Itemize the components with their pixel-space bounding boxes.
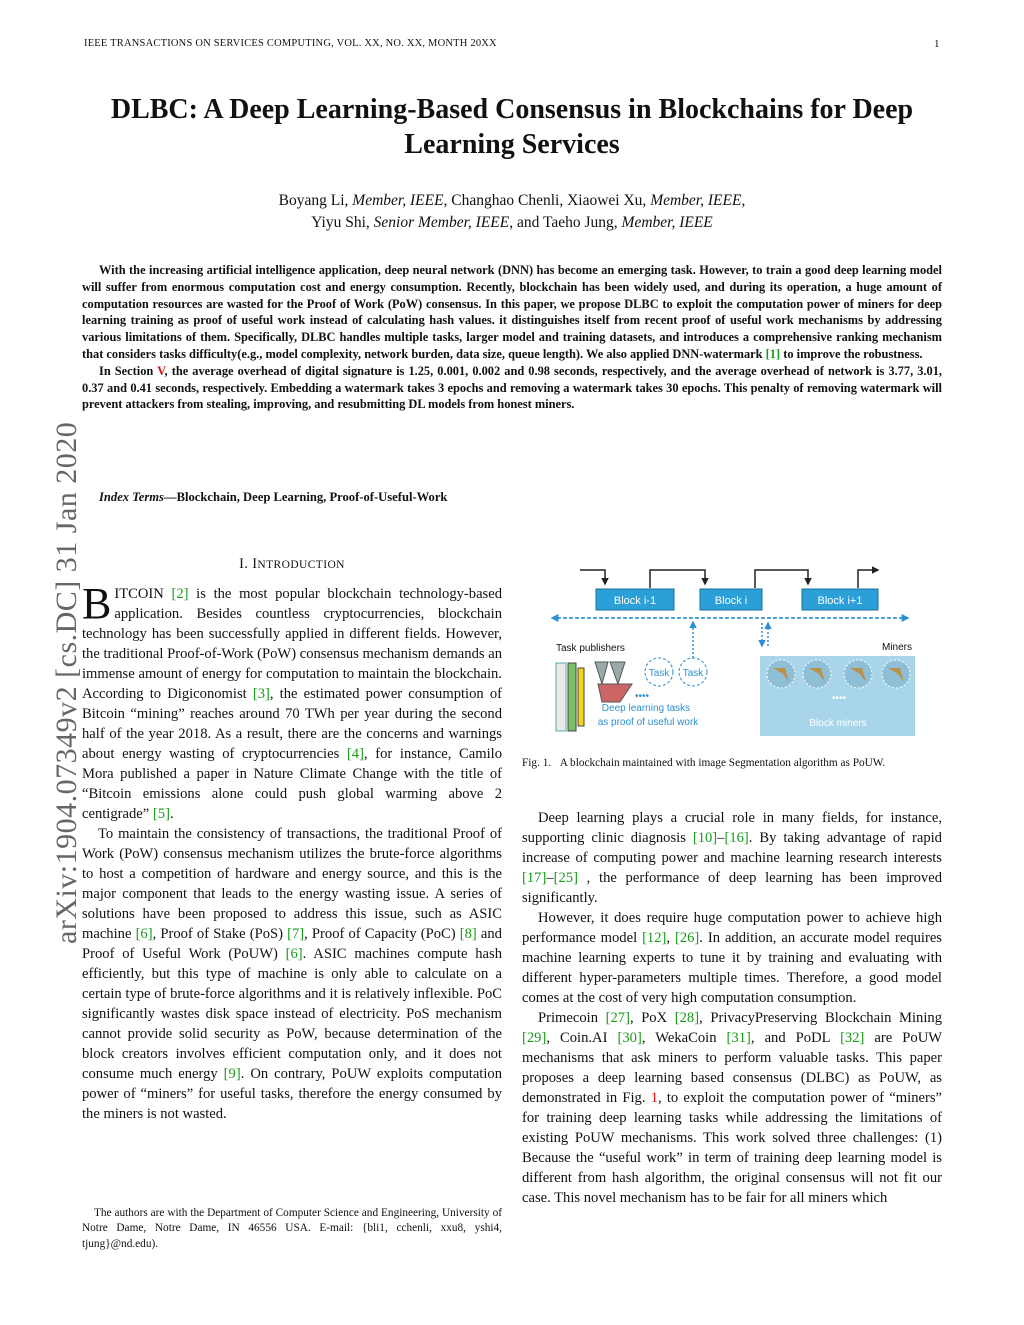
author-line-1 [60, 190, 964, 212]
figure-link[interactable]: 1 [650, 1090, 658, 1106]
paragraph-text: , the performance of deep learning has been improved significantly. [522, 870, 942, 906]
section-heading [82, 556, 502, 573]
miners-dots: •••• [832, 693, 847, 704]
caption-label: Fig. 1. [522, 757, 552, 769]
paragraph-text [522, 810, 942, 906]
paragraph-text [522, 910, 942, 1006]
paragraph-text: are PoUW mechanisms that ask miners to perform valuable tasks. This paper proposes a deep learning based consensus (DLBC) as PoUW, as demonstrated in Fig. [522, 1030, 943, 1106]
citation-link[interactable]: [29] [522, 1030, 547, 1046]
abstract-text: , the average overhead of digital signature is 1.25, 0.001, 0.002 and 0.98 seconds, respectively, and the average overhead of network is 3.77, 3.01, 0.37 and 0.41 seconds, respectively. Embedding a watermark takes 3 epochs and removing a watermark takes 30 epochs. This penalty of removing watermark will prevent attackers from stealing, improving, and resubmitting DL models from honest miners. [82, 363, 943, 412]
paragraph-text: Primecoin [538, 1010, 606, 1026]
index-terms-text: —Blockchain, Deep Learning, Proof-of-Useful-Work [163, 490, 448, 504]
paragraph-text: . On contrary, PoUW exploits computation power of “miners” for useful tasks, therefore the energy consumed by the miners is not wasted. [82, 1066, 502, 1122]
paragraph-text: , for instance, Camilo Mora published a paper in Nature Climate Change with the title of “Bitcoin emissions alone could push global warming above 2 centigrade” [82, 746, 503, 822]
paragraph-text: , Proof of Stake (PoS) [152, 926, 288, 942]
chain-arrow [755, 570, 808, 588]
author-role: Member, IEEE [650, 192, 742, 209]
citation-link[interactable]: [3] [252, 686, 270, 702]
abstract-text: With the increasing artificial intelligence application, deep neural network (DNN) has become an emerging task. However, to train a good deep learning model will suffer from enormous computation cost and energy consumption. Recently, blockchain has been widely used, and during its operation, a huge amount of computation resources are wasted for the Proof of Work (PoW) consensus. In this paper, we propose DLBC to exploit the computation power of miners for deep learning training as proof of useful work instead of calculating hash values. it distinguishes itself from recent proof of useful work mechanisms by addressing various limitations of them. Specifically, DLBC handles multiple tasks, larger model and training datasets, and introduces a comprehensive ranking mechanism that considers tasks difficulty(e.g., model complexity, network burden, data size, queue length). We also applied DNN-watermark [82, 263, 942, 361]
chain-arrow [580, 570, 605, 584]
paragraph-text [522, 1010, 942, 1206]
paragraph-text: . [169, 806, 174, 822]
block-next-label: Block i+1 [817, 595, 863, 607]
block-prev-label: Block i-1 [613, 595, 657, 607]
ellipsis-dots: •••• [635, 691, 650, 702]
author-names: , and Taeho Jung, [509, 214, 618, 231]
paragraph-text: – [717, 830, 725, 846]
paragraph-text: , [666, 930, 675, 946]
paragraph-text: , PrivacyPreserving Blockchain Mining [699, 1010, 943, 1026]
paragraph-text: . In addition, an accurate model requires machine learning experts to tune it by training and evaluating with different hyper-parameters multiple times. Therefore, a good model comes at the cost of very high computation consumption. [522, 930, 942, 1006]
paragraph-text: Deep learning plays a crucial role in many fields, for instance, supporting clinic diagnosis [522, 810, 942, 846]
citation-link[interactable]: [30] [617, 1030, 642, 1046]
citation-link[interactable]: [1] [765, 346, 781, 361]
paragraph-text: However, it does require huge computation power to achieve high performance model [522, 910, 942, 946]
right-paragraph-2 [522, 908, 942, 1008]
paragraph-text: . ASIC machines compute hash efficiently, but this type of machine is only able to calculate on a certain type of brute-force algorithms and it is relatively inflexible. PoC significantly wastes disk space instead of electricity. PoS mechanism cannot provide solid security as PoW, because determination of the block creators involves efficient computation only, and it does not consume much energy [82, 946, 502, 1082]
author-names: , Changhao Chenli, Xiaowei Xu, [443, 192, 647, 209]
drop-cap: B [82, 579, 112, 628]
task-label: Task [648, 668, 670, 679]
right-paragraph-1 [522, 808, 942, 908]
citation-link[interactable]: [26] [674, 930, 700, 946]
arxiv-sidebar [14, 360, 83, 960]
author-role: Senior Member, IEEE [373, 214, 510, 231]
author-line-2 [60, 212, 964, 234]
abstract-text: to improve the robustness. [783, 346, 923, 361]
citation-link[interactable]: [28] [674, 1010, 700, 1026]
model-icon [598, 684, 632, 702]
page-number: 1 [934, 38, 940, 50]
dataset-stack [568, 663, 576, 731]
task-label: Task [682, 668, 704, 679]
author-role: Member, IEEE [621, 214, 713, 231]
arxiv-identifier: arXiv:1904.07349v2 [cs.DC] 31 Jan 2020 [50, 421, 83, 944]
paragraph-text: , WekaCoin [641, 1030, 727, 1046]
index-terms [82, 489, 942, 506]
citation-link[interactable]: [2] [171, 586, 189, 602]
citation-link[interactable]: [27] [605, 1010, 630, 1026]
author-role: Member, IEEE [352, 192, 444, 209]
citation-link[interactable]: [12] [642, 930, 667, 946]
citation-link[interactable]: [17] [522, 870, 547, 886]
abstract [82, 262, 942, 413]
footnote-text: The authors are with the Department of Computer Science and Engineering, University of Notre Dame, Notre Dame, IN 46556 USA. E-mail: {bli1, cchenli, xxu8, yshi4, tjung}@nd.edu). [82, 1207, 502, 1250]
paragraph-text: , and PoDL [750, 1030, 841, 1046]
dl-tasks-line-2: as proof of useful work [597, 717, 699, 728]
author-separator: , [741, 192, 746, 209]
block-current-label: Block i [714, 595, 748, 607]
section-title-rest: NTRODUCTION [257, 559, 345, 571]
left-column [82, 579, 503, 1124]
index-terms-label: Index Terms [99, 490, 164, 504]
citation-link[interactable]: [6] [135, 926, 153, 942]
paragraph-text: and Proof of Useful Work (PoUW) [82, 926, 502, 962]
paragraph-text: . By taking advantage of rapid increase of computing power and machine learning research interests [522, 830, 942, 866]
dataset-stack [556, 663, 566, 731]
citation-link[interactable]: [9] [223, 1066, 241, 1082]
paragraph-text [82, 826, 502, 1122]
author-footnote [82, 1206, 502, 1252]
right-column [522, 808, 942, 1208]
task-publishers-label: Task publishers [556, 643, 625, 654]
author-names: Yiyu Shi, [311, 214, 370, 231]
abstract-paragraph-1 [82, 262, 942, 363]
abstract-paragraph-2 [82, 363, 942, 413]
paragraph-text: – [546, 870, 554, 886]
miners-label: Miners [881, 642, 912, 653]
paragraph-text: To maintain the consistency of transactions, the traditional Proof of Work (PoW) consensus mechanism utilizes the brute-force algorithms to host a competition of hardware and energy source, and this is the major component that leads to the energy wasting issue. A series of solutions have been proposed to address this issue, such as ASIC machine [82, 826, 502, 942]
paragraph-text: , Proof of Capacity (PoC) [304, 926, 460, 942]
citation-link[interactable]: [5] [152, 806, 170, 822]
paper-title: DLBC: A Deep Learning-Based Consensus in Blockchains for Deep Learning Services [110, 94, 914, 160]
author-list [60, 190, 964, 234]
abstract-text: In Section [99, 363, 154, 378]
journal-header: IEEE TRANSACTIONS ON SERVICES COMPUTING, VOL. XX, NO. XX, MONTH 20XX [84, 38, 497, 49]
chain-arrow [858, 570, 878, 588]
paragraph-text: is the most popular blockchain technology-based application. Besides countless cryptocurrencies, blockchain technology has been successfully applied in different fields. However, the traditional Proof-of-Work (PoW) consensus mechanism demands an immense amount of energy for computation to maintain the blockchain. According to Digiconomist [82, 586, 502, 702]
section-number: I. [239, 556, 249, 572]
intro-paragraph-1 [82, 579, 503, 824]
caption-text: A blockchain maintained with image Segmentation algorithm as PoUW. [559, 757, 886, 769]
citation-link[interactable]: [32] [840, 1030, 865, 1046]
citation-link[interactable]: [6] [285, 946, 303, 962]
intro-paragraph-2 [82, 824, 502, 1124]
block-miners-label: Block miners [809, 718, 867, 729]
citation-link[interactable]: [7] [287, 926, 305, 942]
citation-link[interactable]: [25] [553, 870, 578, 886]
model-icon [595, 662, 625, 684]
dl-tasks-line-1: Deep learning tasks [601, 703, 691, 714]
paragraph-text: , Coin.AI [546, 1030, 618, 1046]
chain-arrow [650, 570, 705, 588]
author-names: Boyang Li, [278, 192, 349, 209]
paragraph-text: , to exploit the computation power of “miners” for training deep learning tasks while addressing the limitations of existing PoUW mechanisms. This work solved three challenges: (1) Because the “useful work” in term of training deep learning model is different from hash algorithm, the original consensus will not fit our case. This novel mechanism has to be fair for all miners which [522, 1090, 942, 1206]
paragraph-text: , PoX [629, 1010, 675, 1026]
paragraph-text [82, 579, 503, 822]
citation-link[interactable]: [8] [459, 926, 477, 942]
citation-link[interactable]: [10] [692, 830, 718, 846]
figure-caption [522, 756, 942, 771]
citation-link[interactable]: [4] [346, 746, 364, 762]
citation-link[interactable]: [31] [726, 1030, 751, 1046]
section-link[interactable]: V [157, 363, 165, 378]
dataset-stack [578, 668, 584, 726]
section-title-initial: I [252, 556, 258, 572]
citation-link[interactable]: [16] [724, 830, 749, 846]
right-paragraph-3 [522, 1008, 942, 1208]
paragraph-text: ITCOIN [114, 586, 172, 602]
paragraph-text: , the estimated power consumption of Bitcoin “mining” reaches around 70 TWh per year during the second half of the year 2018. As a result, there are the concerns and warnings about energy wasting of cryptocurrencies [82, 686, 502, 762]
figure-1 [540, 560, 920, 745]
